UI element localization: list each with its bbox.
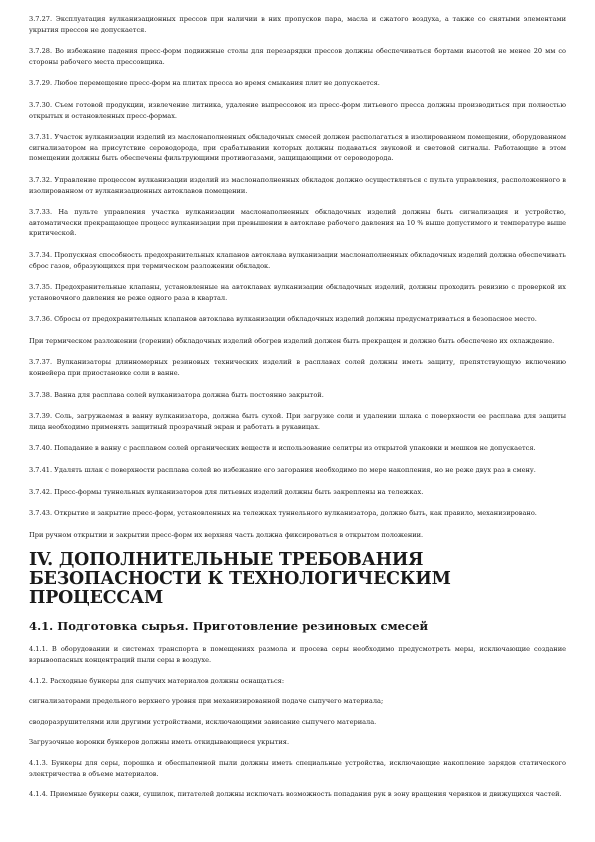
paragraph-3-7-37: 3.7.37. Вулканизаторы длинномерных резиновых технических изделий в расплавах солей должны иметь защиту, препятствующую включению конвейера при приостановке соли в ванне. [29,358,566,378]
paragraph-3-7-34: 3.7.34. Пропускная способность предохранительных клапанов автоклава вулканизации маслонаполненных обкладочных изделий должна обеспечивать сброс газов, образующихся при термическом разложении обкладок. [29,250,566,270]
paragraph-3-7-29: 3.7.29. Любое перемещение пресс-форм на плитах пресса во время смыкания плит не допускается. [29,79,380,88]
list-item-vault-breakers: сводоразрушителями или другими устройствами, исключающими зависание сыпучего материала. [29,717,377,726]
paragraph-4-1-2: 4.1.2. Расходные бункеры для сыпучих материалов должны оснащаться: [29,676,285,685]
paragraph-4-1-3: 4.1.3. Бункеры для серы, порошка и обеспыленной пыли должны иметь специальные устройства, исключающие накопление зарядов статического электричества в объеме материалов. [29,758,566,778]
subsection-heading: 4.1. Подготовка сырья. Приготовление резиновых смесей [29,619,429,634]
paragraph-3-7-38: 3.7.38. Ванна для расплава солей вулканизатора должна быть постоянно закрытой. [29,390,324,399]
paragraph-3-7-41: 3.7.41. Удалять шлак с поверхности расплава солей во избежание его загорания необходимо по мере накопления, но не реже двух раз в смену. [29,466,536,475]
paragraph-3-7-27: 3.7.27. Эксплуатация вулканизационных прессов при наличии в них пропусков пара, масла и сжатого воздуха, а также со снятыми элементами укрытия прессов не допускается. [29,15,566,34]
paragraph-3-7-33: 3.7.33. На пульте управления участка вулканизации маслонаполненных обкладочных изделий должны быть сигнализация и устройство, автоматически прекращающее процесс вулканизации при превышении в автоклаве рабочего давления на 10 % выше допустимого и температуре выше критической. [29,208,566,238]
section-heading: IV. ДОПОЛНИТЕЛЬНЫЕ ТРЕБОВАНИЯ БЕЗОПАСНОСТИ К ТЕХНОЛОГИЧЕСКИМ ПРОЦЕССАМ [29,550,451,609]
paragraph-4-1-4: 4.1.4. Приемные бункеры сажи, сушилок, питателей должны исключать возможность попадания рук в зону вращения червяков и движущихся частей. [29,790,562,799]
paragraph-3-7-35: 3.7.35. Предохранительные клапаны, установленные на автоклавах вулканизации обкладочных изделий, должны проходить ревизию с проверкой их установочного давления не реже одного раза в квартал. [29,283,566,302]
paragraph-manual-opening: При ручном открытии и закрытии пресс-форм их верхняя часть должна фиксироваться в открытом положении. [29,530,424,539]
paragraph-3-7-43: 3.7.43. Открытие и закрытие пресс-форм, установленных на тележках туннельного вулканизатора, должно быть, как правило, механизировано. [29,509,537,518]
bottom-paragraphs [29,644,566,799]
paragraph-loading-funnels: Загрузочные воронки бункеров должны иметь откидывающиеся укрытия. [29,738,290,747]
paragraph-3-7-31: 3.7.31. Участок вулканизации изделий из маслонаполненных обкладочных смесей должен располагаться в изолированном помещении, оборудованном сигнализатором на присутствие сероводорода, при срабатывании которых должны подаваться звуковой и световой сигналы. Работающие в этом помещении должны быть обеспечены фильтрующими противогазами, защищающими от сероводорода. [29,133,566,163]
paragraph-thermal-decomposition: При термическом разложении (горении) обкладочных изделий обогрев изделий должен быть прекращен и должно быть обеспечено их охлаждение. [29,336,555,345]
top-paragraphs [29,14,566,540]
list-item-signalizers: сигнализаторами предельного верхнего уровня при механизированной подаче сыпучего материала; [29,697,384,706]
paragraph-3-7-30: 3.7.30. Съем готовой продукции, извлечение литника, удаление выпрессовок из пресс-форм литьевого пресса должны производиться при полностью открытых и остановленных пресс-формах. [29,100,566,120]
paragraph-3-7-36: 3.7.36. Сбросы от предохранительных клапанов автоклава вулканизации обкладочных изделий должны предусматриваться в безопасное место. [29,315,537,324]
paragraph-3-7-39: 3.7.39. Соль, загружаемая в ванну вулканизатора, должна быть сухой. При загрузке соли и удалении шлака с поверхности ее расплава для защиты лица необходимо применять защитный прозрачный экран и работать в рукавицах. [29,412,566,431]
paragraph-4-1-1: 4.1.1. В оборудовании и системах транспорта в помещениях размола и просева серы необходимо предусмотреть меры, исключающие создание взрывоопасных концентраций пыли серы в воздухе. [29,645,566,664]
paragraph-3-7-28: 3.7.28. Во избежание падения пресс-форм подвижные столы для перезарядки прессов должны обеспечиваться бортами высотой не менее 20 мм со стороны рабочего места прессовщика. [29,47,566,66]
paragraph-3-7-40: 3.7.40. Попадание в ванну с расплавом солей органических веществ и использование селитры из открытой упаковки и мешков не допускается. [29,444,536,453]
paragraph-3-7-42: 3.7.42. Пресс-формы туннельных вулканизаторов для литьевых изделий должны быть закреплены на тележках. [29,487,424,496]
paragraph-3-7-32: 3.7.32. Управление процессом вулканизации изделий из маслонаполненных обкладок должно осуществляться с пульта управления, расположенного в изолированном от вулканизационных автоклавов помещении. [29,175,566,195]
